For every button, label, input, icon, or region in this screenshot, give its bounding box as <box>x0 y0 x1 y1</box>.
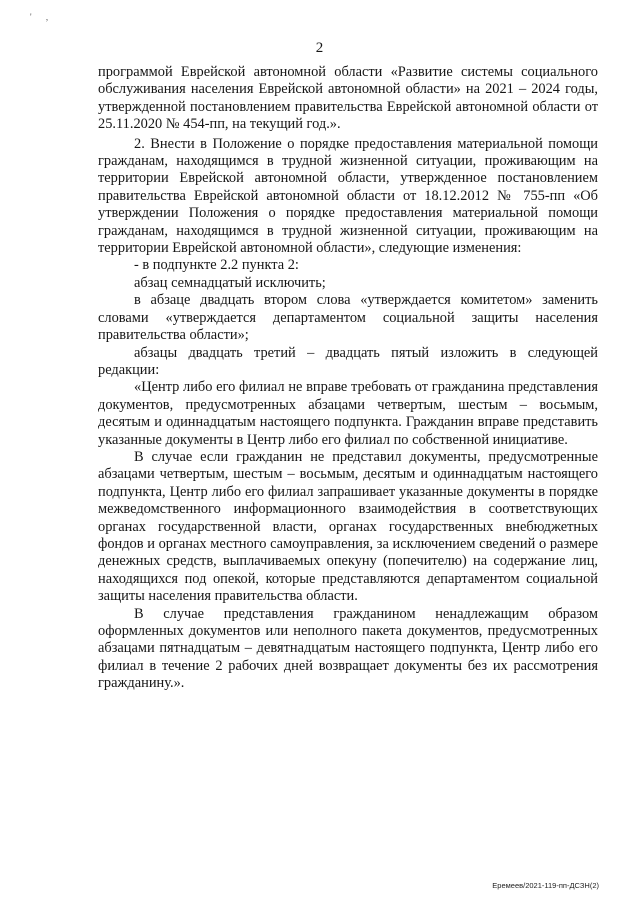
paragraph: абзац семнадцатый исключить; <box>134 274 326 291</box>
paragraph: 2. Внести в Положение о порядке предоставления материальной помощи гражданам, находящимся в трудной жизненной ситуации, проживающим на территории Еврейской автономной области, утвержденное постановлением правительства Еврейской автономной области от 18.12.2012 № 755-пп «Об утверждении Положения о порядке предоставления материальной помощи гражданам, находящимся в трудной жизненной ситуации, проживающим на территории Еврейской автономной области», следующие изменения: <box>98 135 598 257</box>
document-body <box>98 64 598 693</box>
scan-marks: ' , <box>30 12 55 22</box>
page-number: 2 <box>315 40 324 56</box>
paragraph: абзацы двадцать третий – двадцать пятый изложить в следующей редакции: <box>98 344 598 378</box>
paragraph: «Центр либо его филиал не вправе требовать от гражданина представления документов, предусмотренных абзацами четвертым, шестым – восьмым, десятым и одиннадцатым настоящего подпункта. Гражданин вправе представить указанные документы в Центр либо его филиал по собственной инициативе. <box>98 379 598 448</box>
paragraph: В случае если гражданин не представил документы, предусмотренные абзацами четвертым, шестым – восьмым, десятым и одиннадцатым настоящего подпункта, Центр либо его филиал запрашивает указанные документы в порядке межведомственного информационного взаимодействия в соответствующих органах государственной власти, органах государственных внебюджетных фондов и органах местного самоуправления, за исключением сведений о размере денежных средств, выплачиваемых опекуну (попечителю) на содержание лиц, находящихся под опекой, которые представляются департаментом социальной защиты населения правительства области. <box>98 448 598 605</box>
paragraph: - в подпункте 2.2 пункта 2: <box>134 257 299 274</box>
paragraph: программой Еврейской автономной области «Развитие системы социального обслуживания населения Еврейской автономной области» на 2021 – 2024 годы, утвержденной постановлением правительства Еврейской автономной области от 25.11.2020 № 454-пп, на текущий год.». <box>98 64 598 133</box>
document-footer: Еремеев/2021-119-пп-ДСЗН(2) <box>492 881 599 890</box>
paragraph: В случае представления гражданином ненадлежащим образом оформленных документов или неполного пакета документов, предусмотренных абзацами пятнадцатым – девятнадцатым настоящего подпункта, Центр либо его филиал в течение 2 рабочих дней возвращает документы без их рассмотрения гражданину.». <box>98 605 598 692</box>
paragraph: в абзаце двадцать втором слова «утверждается комитетом» заменить словами «утверждается департаментом социальной защиты населения правительства области»; <box>98 292 598 344</box>
